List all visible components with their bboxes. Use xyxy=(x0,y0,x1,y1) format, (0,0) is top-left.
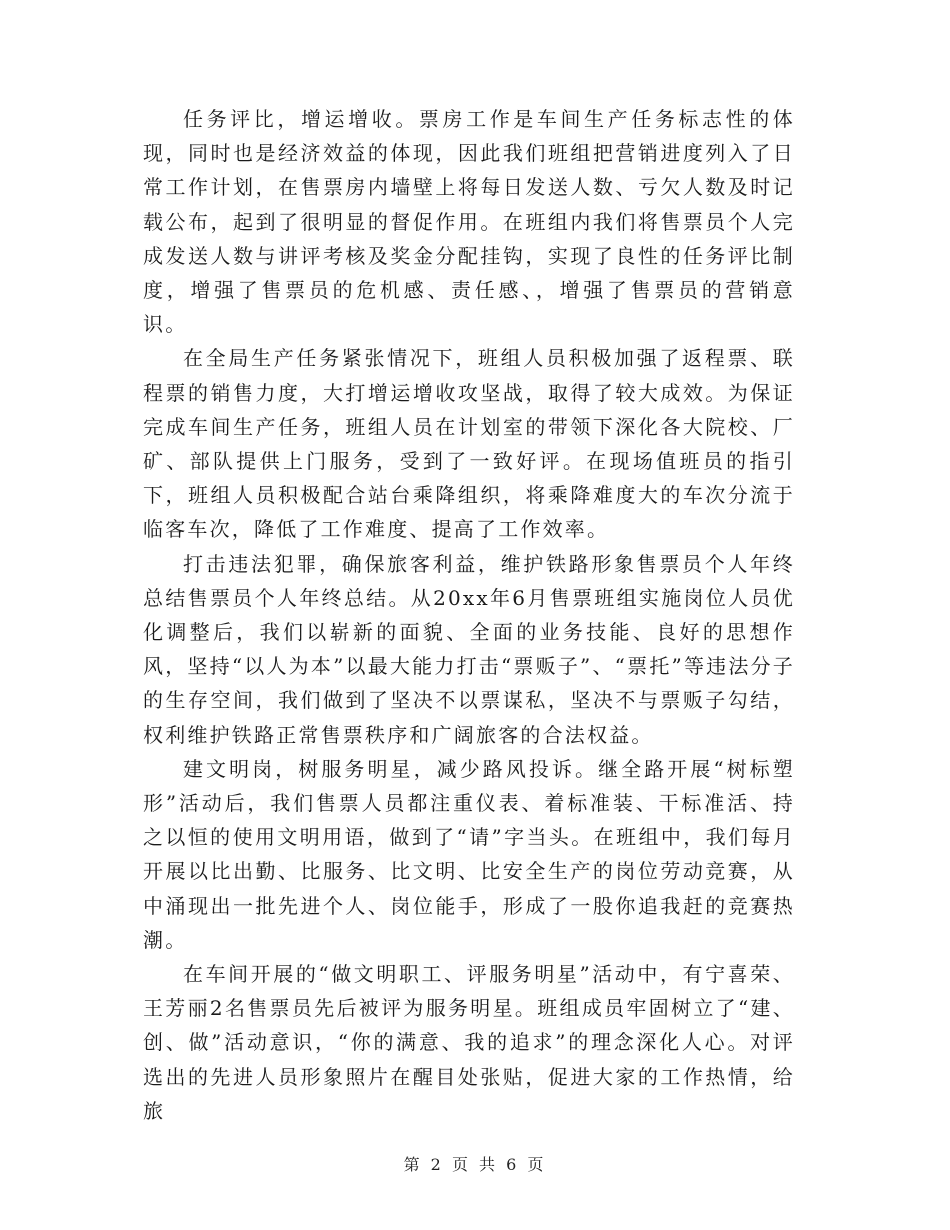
document-body xyxy=(143,102,795,1128)
page-number-footer: 第 2 页 共 6 页 xyxy=(403,1155,547,1174)
paragraph-civilized-post: 建文明岗，树服务明星，减少路风投诉。继全路开展“树标塑形”活动后，我们售票人员都注重仪表、着标准装、干标准活、持之以恒的使用文明用语，做到了“请”字当头。在班组中，我们每月开展以比出勤、比服务、比文明、比安全生产的岗位劳动竞赛，从中涌现出一批先进个人、岗位能手，形成了一股你追我赶的竞赛热潮。 xyxy=(143,756,795,952)
paragraph-production-tasks: 在全局生产任务紧张情况下，班组人员积极加强了返程票、联程票的销售力度，大打增运增收攻坚战，取得了较大成效。为保证完成车间生产任务，班组人员在计划室的带领下深化各大院校、厂矿、部队提供上门服务，受到了一致好评。在现场值班员的指引下，班组人员积极配合站台乘降组织，将乘降难度大的车次分流于临客车次，降低了工作难度、提高了工作效率。 xyxy=(143,346,795,542)
paragraph-task-evaluation: 任务评比，增运增收。票房工作是车间生产任务标志性的体现，同时也是经济效益的体现，因此我们班组把营销进度列入了日常工作计划，在售票房内墙壁上将每日发送人数、亏欠人数及时记载公布，起到了很明显的督促作用。在班组内我们将售票员个人完成发送人数与讲评考核及奖金分配挂钩，实现了良性的任务评比制度，增强了售票员的危机感、责任感、，增强了售票员的营销意识。 xyxy=(143,107,795,337)
paragraph-service-star: 在车间开展的“做文明职工、评服务明星”活动中，有宁喜荣、王芳丽2名售票员先后被评为服务明星。班组成员牢固树立了“建、创、做”活动意识，“你的满意、我的追求”的理念深化人心。对评选出的先进人员形象照片在醒目处张贴，促进大家的工作热情，给旅 xyxy=(143,962,795,1123)
paragraph-crime-crackdown: 打击违法犯罪，确保旅客利益，维护铁路形象售票员个人年终总结售票员个人年终总结。从20xx年6月售票班组实施岗位人员优化调整后，我们以崭新的面貌、全面的业务技能、良好的思想作风，坚持“以人为本”以最大能力打击“票贩子”、“票托”等违法分子的生存空间，我们做到了坚决不以票谋私，坚决不与票贩子勾结，权利维护铁路正常售票秩序和广阔旅客的合法权益。 xyxy=(143,551,795,747)
